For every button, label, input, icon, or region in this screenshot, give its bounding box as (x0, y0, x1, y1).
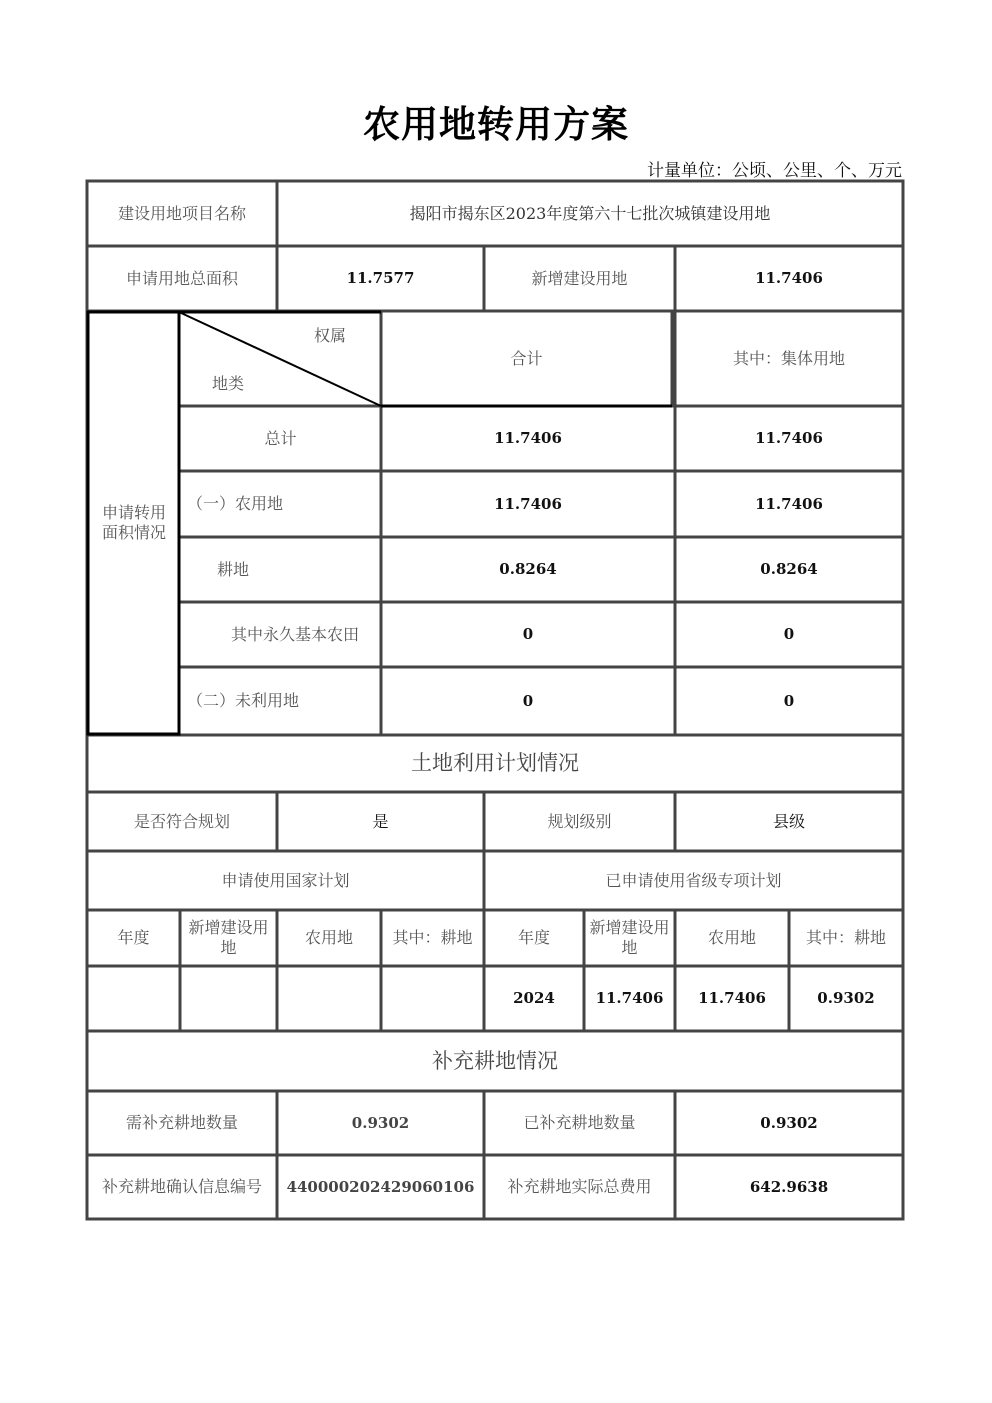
plan-level-value: 县级 (772, 811, 805, 831)
required-supplement-value: 0.9302 (351, 1113, 410, 1132)
row-unused-total: 0 (522, 691, 534, 710)
provincial-header-cultivated: 其中：耕地 (805, 928, 886, 947)
provincial-header-agricultural: 农用地 (707, 928, 756, 947)
national-value-year (88, 967, 179, 1030)
row-label-agricultural: （一）农用地 (187, 494, 284, 513)
provincial-value-cultivated: 0.9302 (817, 989, 875, 1008)
row-label-permanent-farmland: 其中永久基本农田 (231, 624, 360, 644)
actual-cost-value: 642.9638 (749, 1177, 829, 1196)
diagonal-header-top: 权属 (313, 326, 346, 345)
diagonal-header-bottom: 地类 (211, 374, 244, 393)
provincial-plan-label: 已申请使用省级专项计划 (605, 870, 782, 890)
plan-section-title: 土地利用计划情况 (411, 751, 579, 776)
provincial-header-year: 年度 (517, 928, 550, 947)
row-agricultural-collective: 11.7406 (755, 494, 823, 513)
unit-note: 计量单位：公顷、公里、个、万元 (647, 161, 902, 181)
supplement-section-title: 补充耕地情况 (432, 1048, 558, 1073)
confirmation-id-value: 440000202429060106 (286, 1177, 475, 1196)
project-name-value: 揭阳市揭东区2023年度第六十七批次城镇建设用地 (409, 203, 771, 223)
new-construction-label: 新增建设用地 (531, 268, 628, 288)
provincial-value-agricultural: 11.7406 (698, 989, 766, 1008)
actual-cost-label: 补充耕地实际总费用 (507, 1177, 652, 1196)
provincial-header-new-construction: 新增建设用地 (589, 918, 670, 957)
compliant-value: 是 (372, 811, 389, 831)
row-cultivated-total: 0.8264 (499, 560, 557, 579)
national-header-cultivated: 其中：耕地 (392, 928, 473, 947)
row-permanent-farmland-collective: 0 (783, 625, 795, 644)
document-title: 农用地转用方案 (363, 102, 629, 146)
done-supplement-value: 0.9302 (760, 1113, 818, 1132)
national-header-year: 年度 (117, 928, 150, 947)
col-collective-header: 其中：集体用地 (732, 348, 845, 368)
national-header-agricultural: 农用地 (304, 928, 353, 947)
row-total-collective: 11.7406 (755, 429, 823, 448)
col-total-header: 合计 (510, 348, 543, 368)
row-permanent-farmland-total: 0 (522, 625, 534, 644)
national-value-cultivated (382, 967, 483, 1030)
national-header-new-construction: 新增建设用地 (188, 918, 269, 957)
row-cultivated-collective: 0.8264 (760, 560, 818, 579)
provincial-value-year: 2024 (513, 989, 555, 1008)
conversion-side-label: 申请转用面积情况 (101, 503, 166, 542)
provincial-value-new-construction: 11.7406 (595, 989, 664, 1008)
national-value-new-construction (181, 967, 276, 1030)
compliant-label: 是否符合规划 (133, 811, 230, 831)
row-label-unused: （二）未利用地 (187, 691, 300, 710)
row-unused-collective: 0 (783, 691, 795, 710)
national-plan-label: 申请使用国家计划 (221, 870, 350, 890)
total-area-label: 申请用地总面积 (125, 268, 238, 288)
required-supplement-label: 需补充耕地数量 (125, 1113, 238, 1132)
project-name-label: 建设用地项目名称 (117, 203, 246, 223)
confirmation-id-label: 补充耕地确认信息编号 (101, 1177, 262, 1196)
done-supplement-label: 已补充耕地数量 (523, 1113, 636, 1132)
plan-level-label: 规划级别 (547, 811, 612, 831)
row-label-total: 总计 (264, 428, 297, 448)
row-label-cultivated: 耕地 (217, 559, 250, 579)
national-value-agricultural (278, 967, 380, 1030)
total-area-value: 11.7577 (346, 269, 415, 288)
row-total-total: 11.7406 (494, 429, 562, 448)
new-construction-value: 11.7406 (755, 269, 823, 288)
row-agricultural-total: 11.7406 (494, 494, 562, 513)
